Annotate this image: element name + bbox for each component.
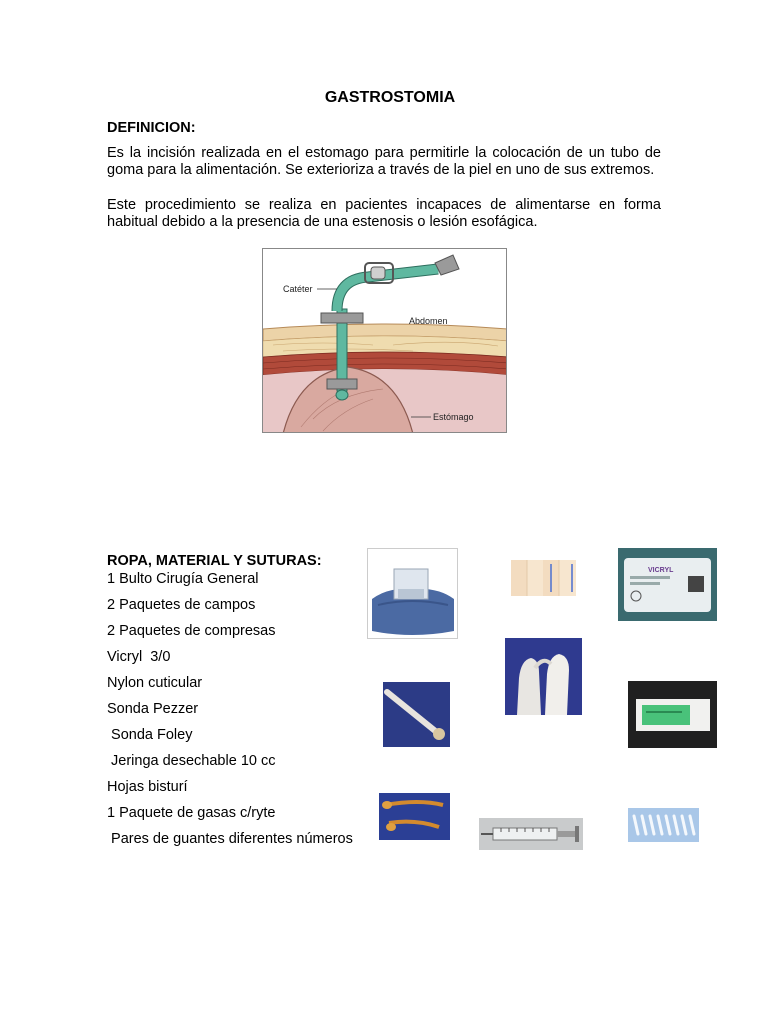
gastrostomy-illustration (263, 249, 507, 433)
blades-image (628, 808, 699, 842)
definition-paragraph-1: Es la incisión realizada en el estomago para permitirle la colocación de un tubo de goma para la alimentación. Se exterioriza a través de la piel en uno de sus extremos. (107, 145, 661, 178)
list-item: Pares de guantes diferentes números (107, 831, 353, 847)
materials-heading: ROPA, MATERIAL Y SUTURAS: (107, 553, 322, 569)
foley-catheter-photo (379, 793, 450, 840)
pezzer-image (383, 682, 450, 747)
foley-image (379, 793, 450, 840)
list-item: Sonda Foley (107, 727, 193, 743)
gastrostomy-diagram (262, 248, 507, 433)
list-item: Hojas bisturí (107, 779, 188, 795)
list-item: Nylon cuticular (107, 675, 203, 691)
abdomen-label: Abdomen (409, 316, 448, 326)
list-item: 1 Paquete de gasas c/ryte (107, 805, 276, 821)
materials-list (107, 569, 353, 855)
list-item: 2 Paquetes de compresas (107, 623, 276, 639)
surgical-gloves-photo (505, 638, 582, 715)
catheter-label: Catéter (283, 284, 313, 294)
list-item: 2 Paquetes de campos (107, 597, 256, 613)
list-item: Sonda Pezzer (107, 701, 199, 717)
list-item: Jeringa desechable 10 cc (107, 753, 276, 769)
definition-paragraph-2: Este procedimiento se realiza en pacientes incapaces de alimentarse en forma habitual debido a la presencia de una estenosis o lesión esofágica. (107, 197, 661, 230)
vicryl-package-image (618, 548, 717, 621)
nylon-suture-photo (628, 681, 717, 748)
gauze-compresses-photo (511, 560, 576, 596)
vicryl-suture-photo (618, 548, 717, 621)
page-title: GASTROSTOMIA (324, 89, 456, 106)
list-item: Vicryl 3/0 (107, 649, 171, 665)
definition-heading: DEFINICION: (107, 120, 196, 136)
list-item: 1 Bulto Cirugía General (107, 571, 259, 587)
gloves-image (505, 638, 582, 715)
surgical-pack-image (368, 549, 457, 638)
pezzer-probe-photo (383, 682, 450, 747)
gauze-image (511, 560, 576, 596)
syringe-image (479, 818, 583, 850)
stomach-label: Estómago (433, 412, 474, 422)
vicryl-brand-label: VICRYL (648, 567, 674, 574)
scalpel-blades-photo (628, 808, 699, 842)
surgical-pack-photo (367, 548, 458, 639)
syringe-photo (479, 818, 583, 850)
nylon-package-image (628, 681, 717, 748)
